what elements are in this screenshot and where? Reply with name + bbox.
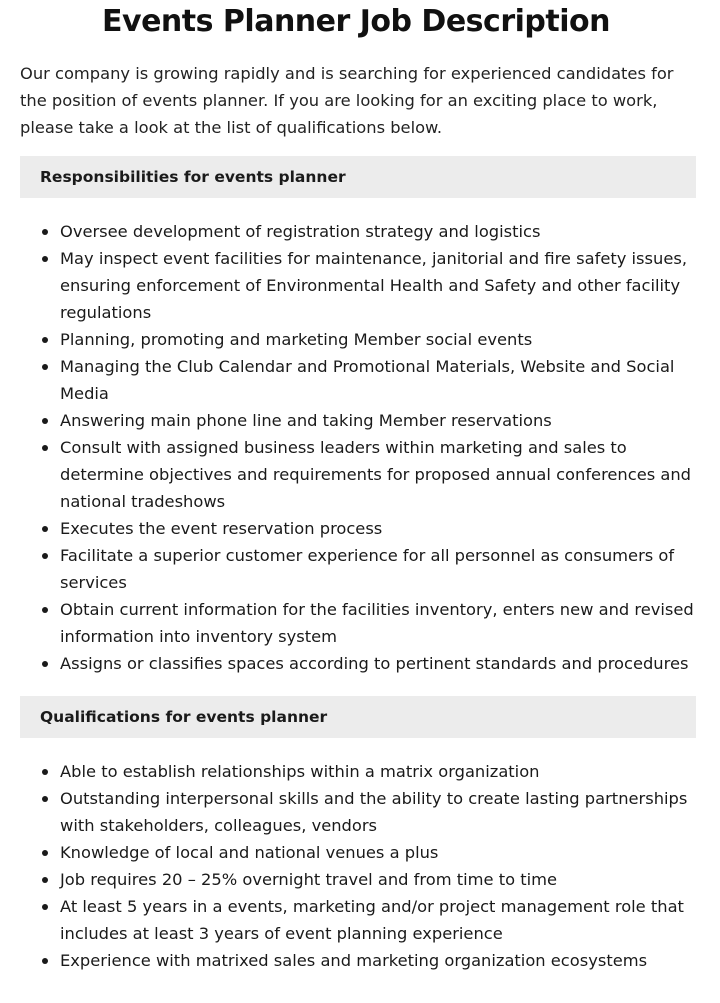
responsibility-item: May inspect event facilities for maintenance, janitorial and fire safety issues, ensuring enforcement of Environmental Health and Safety and other facility regulations [20, 245, 696, 326]
qualification-item: Job requires 20 – 25% overnight travel and from time to time [20, 866, 696, 893]
intro-paragraph: Our company is growing rapidly and is searching for experienced candidates for the position of events planner. If you are looking for an exciting place to work, please take a look at the list of qualifications below. [20, 64, 674, 137]
responsibilities-heading: Responsibilities for events planner [20, 156, 696, 198]
responsibility-item: Managing the Club Calendar and Promotional Materials, Website and Social Media [20, 353, 696, 407]
responsibility-item: Facilitate a superior customer experience for all personnel as consumers of services [20, 542, 696, 596]
responsibility-item: Consult with assigned business leaders within marketing and sales to determine objectives and requirements for proposed annual conferences and national tradeshows [20, 434, 696, 515]
qualification-item: Experience with matrixed sales and marketing organization ecosystems [20, 947, 696, 974]
page-title: Events Planner Job Description [102, 4, 610, 39]
responsibility-item: Oversee development of registration strategy and logistics [20, 218, 696, 245]
responsibility-item: Planning, promoting and marketing Member social events [20, 326, 696, 353]
qualifications-heading: Qualifications for events planner [20, 696, 696, 738]
qualification-item: Outstanding interpersonal skills and the ability to create lasting partnerships with stakeholders, colleagues, vendors [20, 785, 696, 839]
responsibility-item: Assigns or classifies spaces according to pertinent standards and procedures [20, 650, 696, 677]
qualification-item: Able to establish relationships within a matrix organization [20, 758, 696, 785]
qualification-item: Knowledge of local and national venues a plus [20, 839, 696, 866]
responsibilities-list [20, 218, 696, 677]
responsibility-item: Answering main phone line and taking Member reservations [20, 407, 696, 434]
qualifications-list [20, 758, 696, 974]
responsibility-item: Executes the event reservation process [20, 515, 696, 542]
job-description-page [20, 0, 696, 974]
responsibility-item: Obtain current information for the facilities inventory, enters new and revised information into inventory system [20, 596, 696, 650]
qualification-item: At least 5 years in a events, marketing and/or project management role that includes at least 3 years of event planning experience [20, 893, 696, 947]
